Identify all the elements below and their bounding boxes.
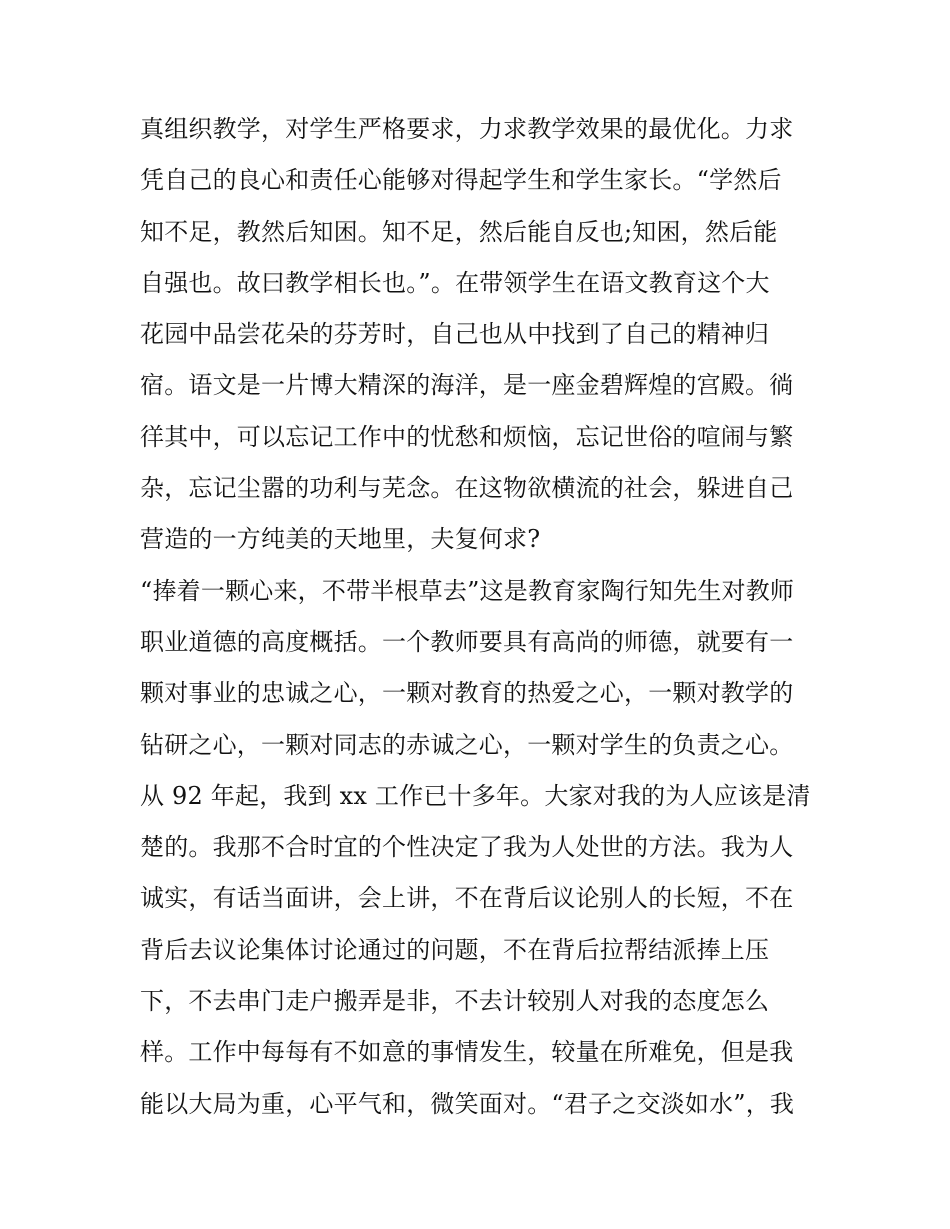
text-line: 真组织教学，对学生严格要求，力求教学效果的最优化。力求 xyxy=(140,115,794,143)
text-line: 颗对事业的忠诚之心，一颗对教育的热爱之心，一颗对教学的 xyxy=(140,679,794,708)
text-line: 背后去议论集体讨论通过的问题，不在背后拉帮结派捧上压 xyxy=(140,935,770,964)
text-line: 职业道德的高度概括。一个教师要具有高尚的师德，就要有一 xyxy=(140,627,794,656)
text-line: 花园中品尝花朵的芬芳时，自己也从中找到了自己的精神归 xyxy=(140,320,770,349)
text-line: 知不足，教然后知困。知不足，然后能自反也;知困，然后能 xyxy=(140,217,778,246)
text-line: 样。工作中每每有不如意的事情发生，较量在所难免，但是我 xyxy=(140,1038,794,1067)
text-line: 杂，忘记尘嚣的功利与芜念。在这物欲横流的社会，躲进自己 xyxy=(140,474,794,503)
text-line: 钻研之心，一颗对同志的赤诚之心，一颗对学生的负责之心。 xyxy=(140,730,794,759)
text-line: 凭自己的良心和责任心能够对得起学生和学生家长。“学然后 xyxy=(140,166,782,195)
text-line: 徉其中，可以忘记工作中的忧愁和烦恼，忘记世俗的喧闹与繁 xyxy=(140,422,794,451)
text-line: 诚实，有话当面讲，会上讲，不在背后议论别人的长短，不在 xyxy=(140,884,794,913)
text-line: 宿。语文是一片博大精深的海洋，是一座金碧辉煌的宫殿。徜 xyxy=(140,371,794,400)
text-line: 下，不去串门走户搬弄是非，不去计较别人对我的态度怎么 xyxy=(140,987,770,1016)
text-line: 营造的一方纯美的天地里，夫复何求? xyxy=(140,525,541,554)
body-text xyxy=(140,104,820,1130)
text-line: 楚的。我那不合时宜的个性决定了我为人处世的方法。我为人 xyxy=(140,833,794,862)
text-line: 自强也。故曰教学相长也。”。在带领学生在语文教育这个大 xyxy=(140,268,770,297)
text-line: 能以大局为重，心平气和，微笑面对。“君子之交淡如水”，我 xyxy=(140,1089,795,1118)
text-line: 从 92 年起，我到 xx 工作已十多年。大家对我的为人应该是清 xyxy=(140,781,811,810)
text-line: “捧着一颗心来，不带半根草去”这是教育家陶行知先生对教师 xyxy=(140,576,795,605)
